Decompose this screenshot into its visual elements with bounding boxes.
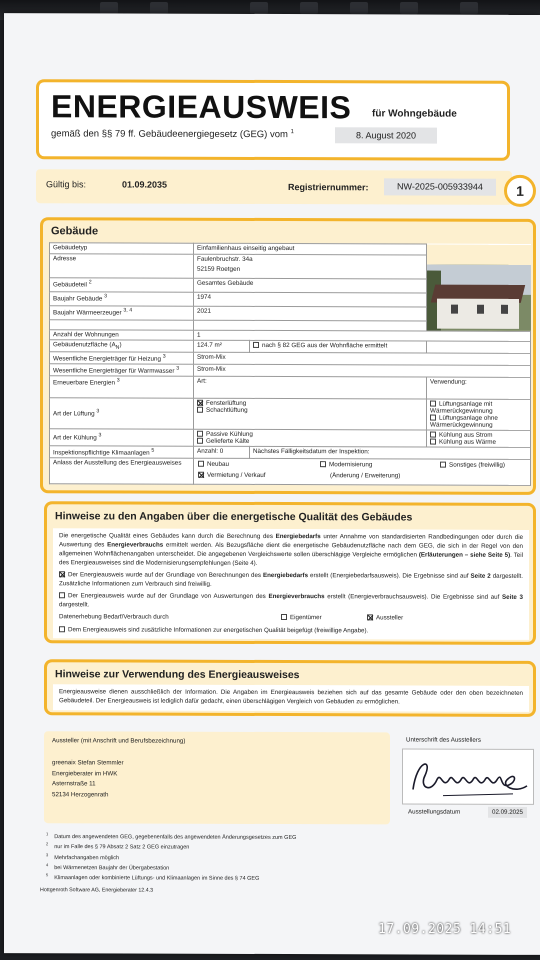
issuer-checkbox[interactable]: [367, 615, 373, 621]
handwritten-signature: [402, 748, 534, 804]
delivered-cold-checkbox[interactable]: [197, 438, 203, 444]
demand-based-checkbox[interactable]: [59, 572, 65, 578]
heating-carrier-label: Wesentliche Energieträger für Heizung $^3$: [50, 351, 194, 364]
keyboard-key: [460, 2, 478, 14]
part-value: Gesamtes Gebäude: [194, 279, 427, 294]
type-value: Einfamilienhaus einseitig angebaut: [194, 243, 427, 255]
data-collection-row: Datenerhebung Bedarf/Verbrauch durch Eigentümer Aussteller: [59, 613, 404, 622]
law-date: 8. August 2020: [335, 127, 437, 143]
passive-cooling-checkbox[interactable]: [197, 431, 203, 437]
valid-until-label: Gültig bis:: [46, 179, 87, 190]
issue-date-label: Ausstellungsdatum: [408, 808, 461, 816]
valid-until-value: 01.09.2035: [122, 179, 168, 190]
other-reason-checkbox[interactable]: [440, 462, 446, 468]
heater-year-value: 2021: [194, 306, 427, 321]
ac-count: Anzahl: 0: [194, 446, 250, 458]
quality-info-section: [44, 501, 536, 645]
rental-sale-checkbox[interactable]: [198, 472, 204, 478]
page-number-badge: 1: [504, 175, 536, 207]
keyboard-key: [400, 2, 418, 14]
footnote: $^3$Mehrfachangaben möglich: [46, 851, 120, 861]
signature-block: [400, 732, 538, 824]
usage-info-body: Energieausweise dienen ausschließlich der Information. Die Angaben im Energieausweis beziehen sich auf das gesamte Gebäude oder den oben bezeichneten Gebäudeteil. Der Energieausweis ist lediglich dafür gedacht, einen überschlägigen Vergleich von Gebäuden zu ermöglichen.: [53, 684, 529, 712]
software-credit: Hottgenroth Software AG, Energieberater 12.4.3: [40, 887, 154, 894]
building-photo: [427, 264, 531, 330]
registration-label: Registriernummer:: [288, 182, 369, 193]
keyboard-key: [150, 2, 168, 14]
keyboard-key: [350, 2, 368, 14]
units-label: Anzahl der Wohnungen: [50, 329, 194, 340]
ac-next-inspection: Nächstes Fälligkeitsdatum der Inspektion:: [250, 446, 531, 459]
certificate-page: [4, 13, 540, 955]
heater-year-label: Baujahr Wärmeerzeuger $^{3, 4}$: [50, 305, 194, 319]
area-label: Gebäudenutzfläche $(A_N)$: [50, 339, 194, 352]
demand-option: Der Energieausweis wurde auf der Grundlage von Berechnungen des Energiebedarfs erstellt (Energiebedarfsausweis). Die Ergebnisse sind auf Seite 2 dargestellt. Zusätzliche Informationen zum Verbrauch sind freiwillig.: [59, 571, 524, 588]
year-label: Baujahr Gebäude $^3$: [50, 292, 194, 306]
keyboard-key: [300, 2, 318, 14]
year-value: 1974: [194, 292, 427, 307]
quality-info-intro: Die energetische Qualität eines Gebäudes kann durch die Berechnung des Energiebedarfs unter Annahme von standardisierten Randbedingungen oder durch die Auswertung des Energieverbrauchs ermittelt werden. Als Bezugsfläche dient die energetische Gebäudenutzfläche nach dem GEG, die sich in der Regel von den allgemeinen Wohnflächenangaben unterscheidet. Die angegebenen Vergleichswerte sollen überschlägige Vergleiche ermöglichen (Erläuterungen – siehe Seite 5). Teil des Energieausweises sind die Modernisierungsempfehlungen (Seite 4).: [59, 532, 524, 567]
cooling-label: Art der Kühlung $^3$: [50, 429, 194, 447]
units-value: 1: [194, 330, 531, 341]
new-build-checkbox[interactable]: [198, 461, 204, 467]
keyboard-key: [100, 2, 118, 14]
usage-info-title: Hinweise zur Verwendung des Energieausweises: [55, 668, 300, 682]
issuer-block: [44, 731, 390, 824]
quality-info-body: [53, 528, 529, 640]
additional-info-checkbox[interactable]: [59, 626, 65, 632]
footnote: $^1$Datum des angewendeten GEG, gegebenenfalls des angewendeten Änderungsgesetzes zum GEG: [46, 831, 297, 841]
additional-info-option: Dem Energieausweis sind zusätzliche Informationen zur energetischen Qualität beigefügt (freiwillige Angabe).: [59, 626, 523, 637]
cooling-options: Passive Kühlung Gelieferte Kälte: [194, 429, 427, 447]
spacer-cell: [50, 319, 194, 330]
address-value: Faulenbruchstr. 34a 52159 Roetgen: [194, 255, 427, 280]
reason-label: Anlass der Ausstellung des Energieausweises: [50, 458, 194, 485]
building-category: für Wohngebäude: [372, 108, 457, 120]
photo-cell: [427, 244, 531, 331]
ventilation-label: Art der Lüftung $^3$: [50, 398, 194, 430]
quality-info-title: Hinweise zu den Angaben über die energetische Qualität des Gebäudes: [55, 510, 413, 524]
ventilation-options: Fensterlüftung Schachtlüftung: [194, 398, 427, 430]
electric-cooling-checkbox[interactable]: [430, 432, 436, 438]
heat-cooling-checkbox[interactable]: [430, 439, 436, 445]
legal-basis: gemäß den §§ 79 ff. Gebäudeenergiegesetz (GEG) vom $^1$: [51, 128, 294, 141]
consumption-based-checkbox[interactable]: [59, 593, 65, 599]
heating-carrier-value: Strom-Mix: [194, 352, 531, 365]
water-carrier-label: Wesentliche Energieträger für Warmwasser $^3$: [50, 364, 194, 377]
type-label: Gebäudetyp: [50, 243, 194, 255]
reason-options: Neubau Modernisierung (Änderung / Erweiterung) Sonstiges (freiwillig) Vermietung / Verkauf: [194, 458, 531, 485]
consumption-option: Der Energieausweis wurde auf der Grundlage von Auswertungen des Energieverbrauchs erstellt (Energieverbrauchsausweis). Die Ergebnisse sind auf Seite 3 dargestellt.: [59, 592, 523, 609]
validity-strip: [36, 169, 512, 205]
area-value: 124.7 m²: [194, 340, 250, 352]
footnote: $^5$Klimaanlagen oder kombinierte Lüftungs- und Klimaanlagen im Sinne des § 74 GEG: [46, 872, 260, 883]
footnote: $^2$nur im Falle des § 79 Absatz 2 Satz 2 GEG einzutragen: [46, 841, 190, 851]
modernisation-checkbox[interactable]: [320, 462, 326, 468]
building-section: [40, 217, 536, 495]
cooling-options-2: Kühlung aus Strom Kühlung aus Wärme: [427, 430, 531, 447]
part-label: Gebäudeteil $^2$: [50, 278, 194, 292]
keyboard-key: [250, 2, 268, 14]
registration-number: NW-2025-005933944: [384, 178, 496, 195]
building-section-title: Gebäude: [51, 225, 99, 238]
area-note-checkbox[interactable]: [253, 342, 259, 348]
renewable-type: Art:: [194, 376, 427, 399]
photo-timestamp: 17.09.2025 14:51: [378, 922, 512, 937]
signature-label: Unterschrift des Ausstellers: [406, 736, 481, 744]
issuer-address: greenaix Stefan Stemmler Energieberater im HWK Asternstraße 11 52134 Herzogenrath: [52, 759, 124, 799]
shaft-ventilation-checkbox[interactable]: [197, 407, 203, 413]
water-carrier-value: Strom-Mix: [194, 364, 531, 377]
ac-label: Inspektionspflichtige Klimaanlagen $^5$: [50, 446, 194, 459]
document-title: ENERGIEAUSWEIS: [51, 88, 352, 126]
address-label: Adresse: [50, 254, 194, 279]
renewable-use: Verwendung:: [427, 377, 531, 399]
footnotes: [46, 831, 296, 884]
empty-cell: [427, 341, 531, 354]
issuer-label: Aussteller (mit Anschrift und Berufsbezeichnung): [52, 737, 186, 745]
usage-info-section: [44, 659, 536, 717]
owner-checkbox[interactable]: [281, 614, 287, 620]
renewable-label: Erneuerbare Energien $^3$: [50, 376, 194, 399]
footnote: $^4$bei Wärmenetzen Baujahr der Übergabestation: [46, 862, 170, 872]
area-note: nach § 82 GEG aus der Wohnfläche ermittelt: [250, 340, 427, 353]
ventilation-options-2: Lüftungsanlage mit Wärmerückgewinnung Lüftungsanlage ohne Wärmerückgewinnung: [427, 399, 531, 430]
ventilation-no-heat-recovery-checkbox[interactable]: [430, 415, 436, 421]
header-panel: [36, 79, 510, 161]
ventilation-heat-recovery-checkbox[interactable]: [430, 401, 436, 407]
issue-date-value: 02.09.2025: [488, 807, 527, 818]
window-ventilation-checkbox[interactable]: [197, 400, 203, 406]
building-table: [49, 242, 531, 486]
